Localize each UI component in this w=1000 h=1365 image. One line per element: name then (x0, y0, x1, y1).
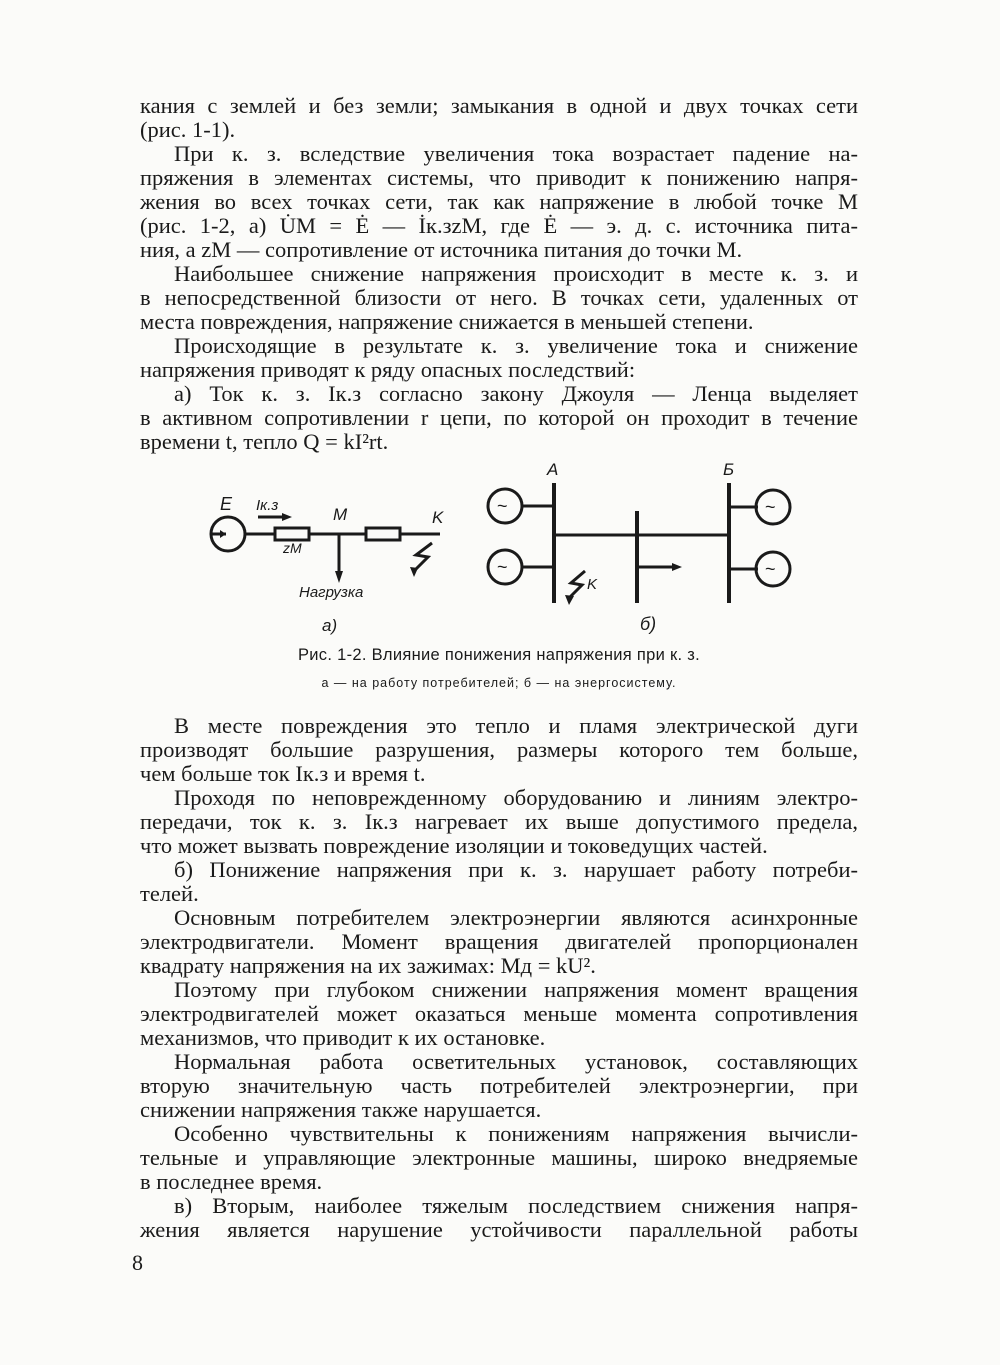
text-line: в активном сопротивлении r цепи, по которой он проходит в течение (140, 405, 858, 430)
text-line: Особенно чувствительны к понижениям напряжения вычисли- (174, 1121, 858, 1146)
text-line: снижении напряжения также нарушается. (140, 1097, 542, 1122)
label-k-b: K (587, 576, 598, 593)
text-line: квадрату напряжения на их зажимах: Mд = kU². (140, 953, 596, 978)
label-zm: zM (283, 540, 302, 556)
text-line: Поэтому при глубоком снижении напряжения момент вращения (174, 977, 858, 1002)
text-line: телей. (140, 881, 199, 906)
text-line: (рис. 1-2, а) U̇M = Ė — İк.зzM, где Ė — э. д. с. источника пита- (140, 213, 858, 238)
text-line: При к. з. вследствие увеличения тока возрастает падение на- (174, 141, 858, 166)
text-line: в последнее время. (140, 1169, 323, 1194)
text-line: кания с землей и без земли; замыкания в одной и двух точках сети (140, 93, 858, 118)
label-current: Iк.з (256, 497, 279, 514)
svg-text:~: ~ (765, 559, 776, 579)
text-line: электродвигатели. Момент вращения двигателей пропорционален (140, 929, 858, 954)
resistor-2 (366, 528, 400, 540)
text-line: вторую значительную часть потребителей электроэнергии, при (140, 1073, 858, 1098)
label-load: Нагрузка (299, 584, 364, 601)
text-line: Основным потребителем электроэнергии являются асинхронные (174, 905, 858, 930)
text-line: ния, а zM — сопротивление от источника питания до точки M. (140, 237, 743, 262)
label-m: M (333, 505, 348, 524)
text-line: Проходя по неповрежденному оборудованию и линиям электро- (174, 785, 858, 810)
text-line: в непосредственной близости от него. В точках сети, удаленных от (140, 285, 858, 310)
svg-text:~: ~ (765, 497, 776, 517)
text-line: в) Вторым, наиболее тяжелым последствием снижения напря- (174, 1193, 858, 1218)
text-line: В месте повреждения это тепло и пламя электрической дуги (174, 713, 858, 738)
text-line: тельные и управляющие электронные машины, широко внедряемые (140, 1145, 858, 1170)
text-line: Происходящие в результате к. з. увеличение тока и снижение (174, 333, 858, 358)
text-line: пряжения в элементах системы, что приводит к понижению напря- (140, 165, 858, 190)
svg-text:~: ~ (497, 496, 508, 516)
text-line: что может вызвать повреждение изоляции и токоведущих частей. (140, 833, 768, 858)
text-line: места повреждения, напряжение снижается в меньшей степени. (140, 309, 754, 334)
fault-k-b (569, 571, 585, 598)
text-line: а) Ток к. з. Iк.з согласно закону Джоуля — Ленца выделяет (174, 381, 858, 406)
figure-1-2 (0, 455, 1000, 640)
text-line: времени t, тепло Q = kI²rt. (140, 429, 389, 454)
figure-subcaption: а — на работу потребителей; б — на энергосистему. (321, 676, 677, 690)
text-line: электродвигателей может оказаться меньше момента сопротивления (140, 1001, 858, 1026)
label-k-a: K (432, 508, 444, 527)
fault-k-a (414, 543, 432, 571)
label-a-bus: A (547, 460, 559, 479)
page-number: 8 (132, 1250, 143, 1275)
text-line: чем больше ток Iк.з и время t. (140, 761, 426, 786)
text-line: (рис. 1-1). (140, 117, 236, 142)
text-line: Нормальная работа осветительных установок, составляющих (174, 1049, 858, 1074)
resistor-zm (275, 528, 309, 540)
sublabel-b: б) (640, 614, 657, 634)
text-line: жения является нарушение устойчивости параллельной работы (140, 1217, 858, 1242)
text-line: передачи, ток к. з. Iк.з нагревает их выше допустимого предела, (140, 809, 858, 834)
text-line: производят большие разрушения, размеры которого тем больше, (140, 737, 858, 762)
text-line: жения во всех точках сети, так как напряжение в любой точке M (140, 189, 858, 214)
sublabel-a: а) (322, 616, 338, 635)
text-line: б) Понижение напряжения при к. з. нарушает работу потреби- (174, 857, 858, 882)
figure-caption: Рис. 1-2. Влияние понижения напряжения при к. з. (297, 646, 701, 664)
label-e: E (220, 494, 233, 514)
text-line: Наибольшее снижение напряжения происходит в месте к. з. и (174, 261, 858, 286)
text-line: напряжения приводят к ряду опасных последствий: (140, 357, 636, 382)
svg-text:~: ~ (497, 557, 508, 577)
text-line: механизмов, что приводит к их остановке. (140, 1025, 546, 1050)
label-b-bus: Б (723, 460, 735, 479)
